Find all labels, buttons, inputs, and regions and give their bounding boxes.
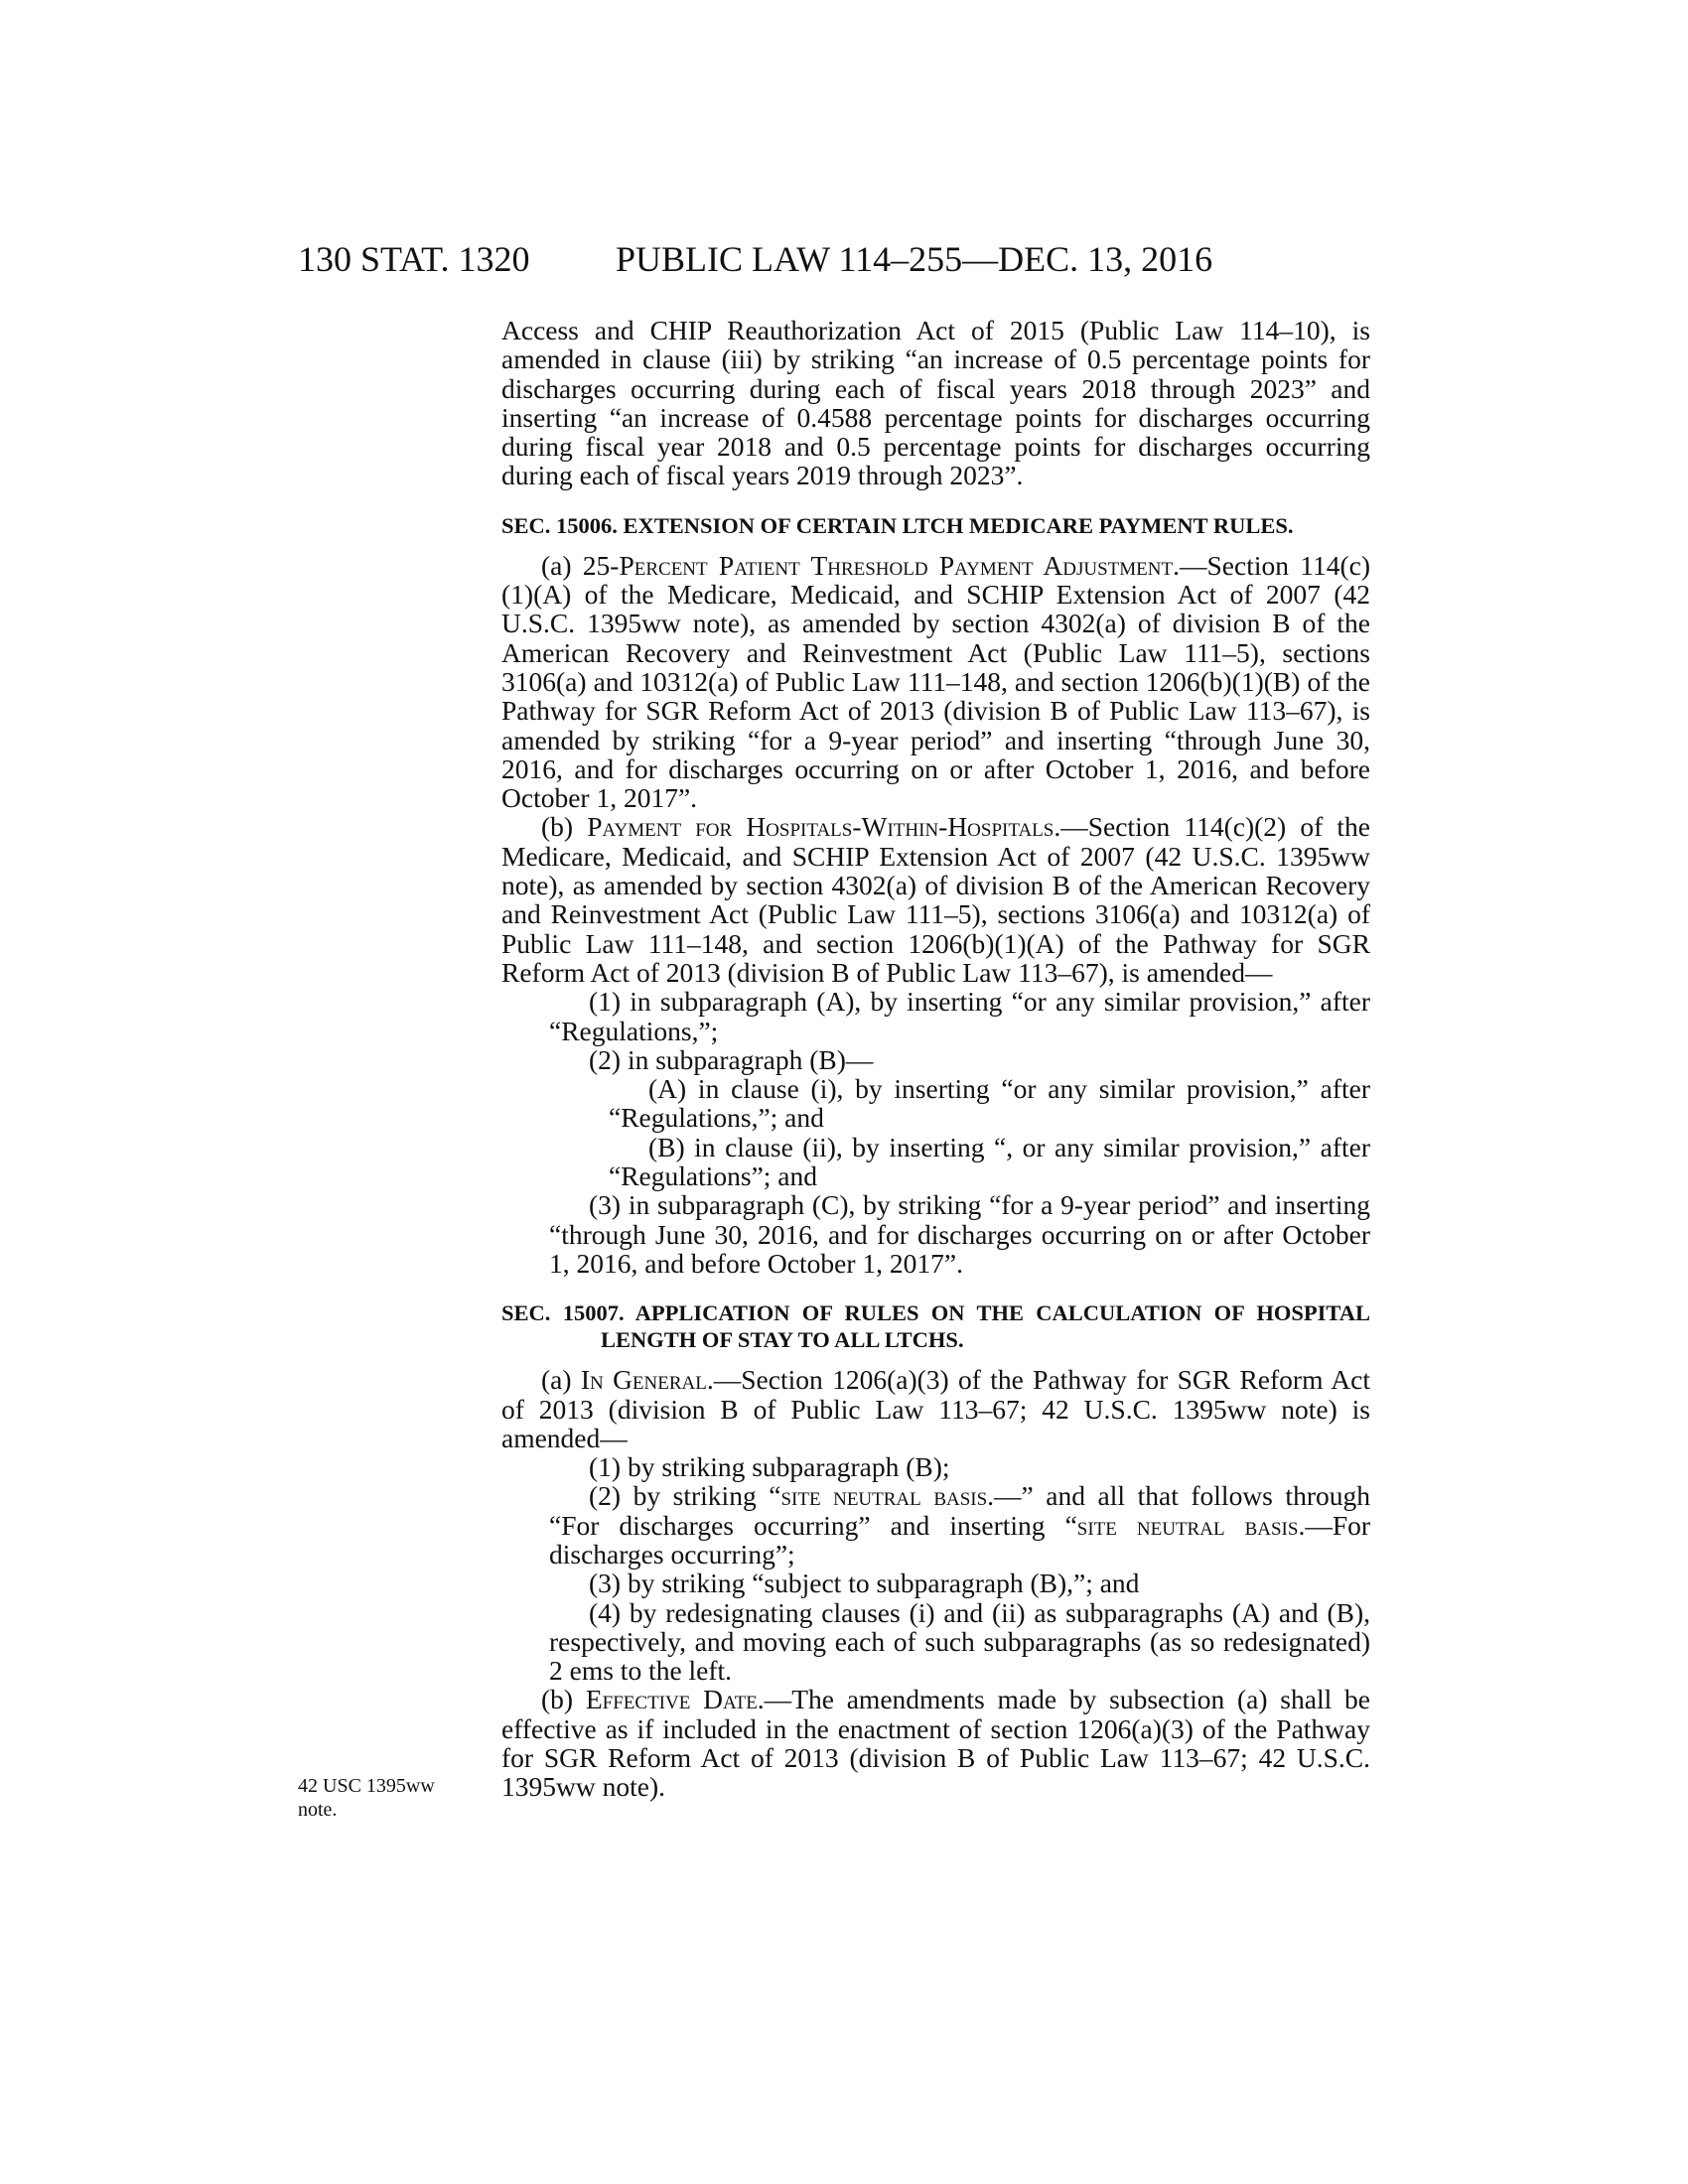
margin-note-line: note. bbox=[298, 1799, 338, 1821]
paragraph-item: (1) in subparagraph (A), by inserting “or any similar provision,” after “Regulations,”; bbox=[549, 986, 1370, 1046]
margin-note-line: 42 USC 1395ww bbox=[298, 1775, 435, 1797]
paragraph-item: (3) in subparagraph (C), by striking “for a 9-year period” and inserting “through June 30, 2016, and for discharges occurring on or after October 1, 2016, and before October 1, 2017”. bbox=[549, 1189, 1370, 1279]
subsection-text: The amendments made by subsection (a) shall be effective as if included in the enactment of section 1206(a)(3) of the Pathway for SGR Reform Act of 2013 (division B of Public Law 113–67; 42 U.S.C. 1395ww note). bbox=[501, 1684, 1370, 1803]
subsection-b-15007 bbox=[501, 1685, 1370, 1801]
margin-note bbox=[298, 1774, 477, 1822]
subsection-label: (a) bbox=[541, 549, 583, 581]
item-text: site neutral basis bbox=[780, 1480, 988, 1512]
item-text: .—” and all that follows through “For discharges occurring” and inserting “ bbox=[549, 1480, 1370, 1541]
subsection-text: Section 114(c)(2) of the Medicare, Medicaid, and SCHIP Extension Act of 2007 (42 U.S.C. 1395ww note), as amended by section 4302(a) of division B of the American Recovery and Reinvestment Act (Public Law 111–5), sections 3106(a) and 10312(a) of Public Law 111–148, and section 1206(b)(1)(A) of the Pathway for SGR Reform Act of 2013 (division B of Public Law 113–67), is amended— bbox=[501, 811, 1370, 988]
subsection-text: Section 1206(a)(3) of the Pathway for SGR Reform Act of 2013 (division B of Public Law 113–67; 42 U.S.C. 1395ww note) is amended— bbox=[501, 1364, 1370, 1453]
paragraph-item: (2) in subparagraph (B)— bbox=[589, 1043, 874, 1075]
item-text: .—For discharges occurring”; bbox=[549, 1509, 1371, 1570]
intro-paragraph: Access and CHIP Reauthorization Act of 2015 (Public Law 114–10), is amended in clause (iii) by striking “an increase of 0.5 percentage points for discharges occurring during each of fiscal years 2018 through 2023” and inserting “an increase of 0.4588 percentage points for discharges occurring during fiscal year 2018 and 0.5 percentage points for discharges occurring during each of fiscal years 2019 through 2023”. bbox=[501, 315, 1370, 491]
subsection-label: (a) bbox=[541, 1364, 581, 1396]
document-body bbox=[501, 316, 1370, 1802]
subparagraph-item: (B) in clause (ii), by inserting “, or any similar provision,” after “Regulations”; and bbox=[609, 1131, 1370, 1192]
subsection-b-15006 bbox=[501, 812, 1370, 987]
paragraph-item: (3) by striking “subject to subparagraph (B),”; and bbox=[589, 1568, 1140, 1599]
page-header bbox=[298, 238, 1390, 288]
subsection-label: (b) bbox=[541, 1684, 586, 1715]
subparagraph-item: (A) in clause (i), by inserting “or any similar provision,” after “Regulations,”; and bbox=[609, 1073, 1370, 1134]
section-heading-15006: SEC. 15006. EXTENSION OF CERTAIN LTCH MEDICARE PAYMENT RULES. bbox=[501, 512, 1294, 538]
subsection-label: (b) bbox=[541, 811, 588, 843]
law-title: PUBLIC LAW 114–255—DEC. 13, 2016 bbox=[616, 239, 1213, 279]
subsection-heading: Payment for Hospitals-Within-Hospitals.— bbox=[587, 811, 1088, 843]
subsection-heading: Effective Date.— bbox=[585, 1684, 792, 1715]
subsection-a-15006 bbox=[501, 551, 1370, 813]
paragraph-item: (1) by striking subparagraph (B); bbox=[589, 1451, 950, 1483]
subsection-a-15007 bbox=[501, 1365, 1370, 1452]
item-text: (2) by striking “ bbox=[589, 1480, 781, 1512]
stat-reference: 130 STAT. 1320 bbox=[298, 239, 530, 279]
section-heading-15007: SEC. 15007. APPLICATION OF RULES ON THE CALCULATION OF HOSPITAL LENGTH OF STAY TO ALL LTCHS. bbox=[501, 1300, 1370, 1353]
paragraph-item: (4) by redesignating clauses (i) and (ii) as subparagraphs (A) and (B), respectively, and moving each of such subparagraphs (as so redesignated) 2 ems to the left. bbox=[549, 1596, 1370, 1687]
item-text: site neutral basis bbox=[1076, 1509, 1299, 1541]
subsection-heading: In General.— bbox=[580, 1364, 742, 1396]
subsection-heading: 25-Percent Patient Threshold Payment Adjustment.— bbox=[582, 549, 1207, 581]
subsection-text: Section 114(c)(1)(A) of the Medicare, Medicaid, and SCHIP Extension Act of 2007 (42 U.S.C. 1395ww note), as amended by section 4302(a) of division B of the American Recovery and Reinvestment Act (Public Law 111–5), sections 3106(a) and 10312(a) of Public Law 111–148, and section 1206(b)(1)(B) of the Pathway for SGR Reform Act of 2013 (division B of Public Law 113–67), is amended by striking “for a 9-year period” and inserting “through June 30, 2016, and for discharges occurring on or after October 1, 2016, and before October 1, 2017”. bbox=[501, 549, 1370, 814]
paragraph-item bbox=[501, 1481, 1370, 1569]
